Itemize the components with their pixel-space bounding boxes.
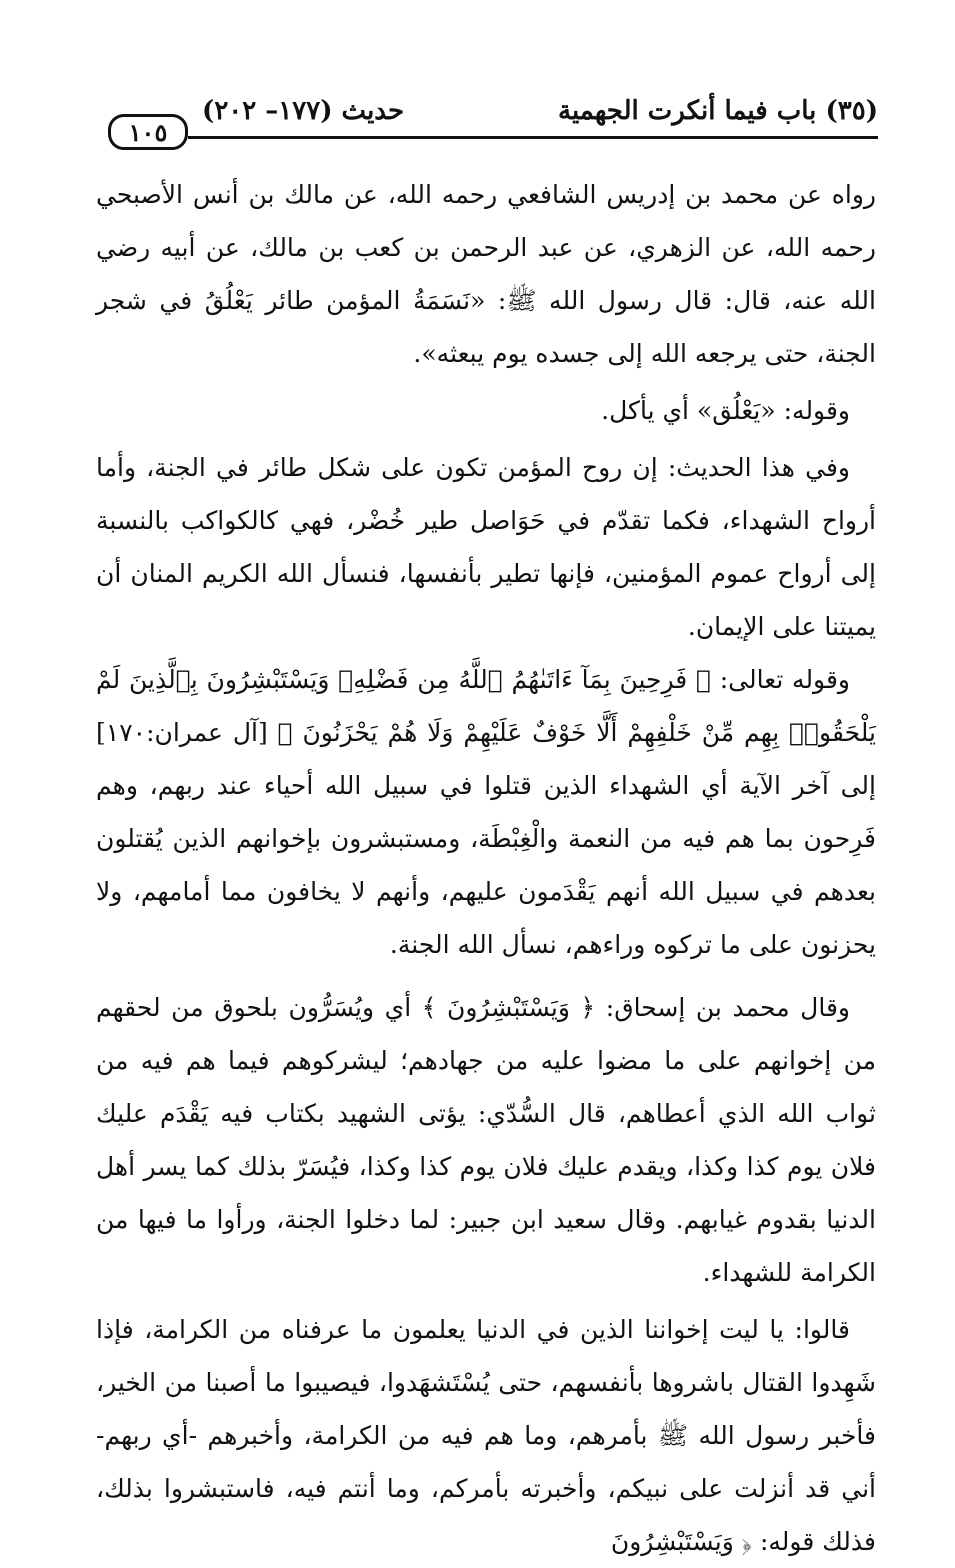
paragraph: وقال محمد بن إسحاق: ﴿ وَيَسْتَبْشِرُونَ ﴾ أي ويُسَرُّون بلحوق من لحقهم من إخوانهم على ما مضوا عليه من جهادهم؛ ليشركوهم فيما هم فيه من ثواب الله الذي أعطاهم، قال السُّدّي: يؤتى الشهيد بكتاب فيه يَقْدَم عليك فلان يوم كذا وكذا، ويقدم عليك فلان يوم كذا وكذا، فيُسَرّ بذلك كما يسر أهل الدنيا بقدوم غيابهم. وقال سعيد ابن جبير: لما دخلوا الجنة، ورأوا ما فيها من الكرامة للشهداء.	[96, 993, 876, 1287]
paragraph: وفي هذا الحديث: إن روح المؤمن تكون على شكل طائر في الجنة، وأما أرواح الشهداء، فكما تقدّم في حَوَاصل طير خُضْر، فهي كالكواكب بالنسبة إلى أرواح عموم المؤمنين، فإنها تطير بأنفسها، فنسأل الله الكريم المنان أن يميتنا على الإيمان.	[96, 453, 876, 641]
hadith-range: حديث (١٧٧– ٢٠٢)	[202, 96, 405, 126]
paragraph: وقوله تعالى: ﴿ فَرِحِينَ بِمَآ ءَاتَىٰهُمُ ٱللَّهُ مِن فَضْلِهِۦ وَيَسْتَبْشِرُونَ بِٱلَّذِينَ لَمْ يَلْحَقُوا۟ بِهِم مِّنْ خَلْفِهِمْ أَلَّا خَوْفٌ عَلَيْهِمْ وَلَا هُمْ يَحْزَنُونَ ﴾ [آل عمران:١٧٠] إلى آخر الآية أي الشهداء الذين قتلوا في سبيل الله أحياء عند ربهم، وهم فَرِحون بما هم فيه من النعمة والْغِبْطَة، ومستبشرون بإخوانهم الذين يُقتلون بعدهم في سبيل الله أنهم يَقْدَمون عليهم، وأنهم لا يخافون مما أمامهم، ولا يحزنون على ما تركوه وراءهم، نسأل الله الجنة.	[96, 665, 876, 959]
paragraph: قالوا: يا ليت إخواننا الذين في الدنيا يعلمون ما عرفناه من الكرامة، فإذا شَهِدوا القتال باشروها بأنفسهم، حتى يُسْتَشهَدوا، فيصيبوا ما أصبنا من الخير، فأخبر رسول الله ﷺ بأمرهم، وما هم فيه من الكرامة، وأخبرهم -أي ربهم- أني قد أنزلت على نبيكم، وأخبرته بأمركم، وما أنتم فيه، فاستبشروا بذلك، فذلك قوله: ﴿ وَيَسْتَبْشِرُونَ	[96, 1315, 876, 1556]
paragraph: وقوله: «يَعْلُق» أي يأكل.	[601, 396, 850, 425]
page-body	[96, 168, 876, 1568]
page-number: ١٠٥	[108, 114, 188, 150]
chapter-title: (٣٥) باب فيما أنكرت الجهمية	[558, 96, 878, 126]
header-rule	[188, 136, 878, 139]
page-header	[90, 92, 878, 152]
paragraph: رواه عن محمد بن إدريس الشافعي رحمه الله، عن مالك بن أنس الأصبحي رحمه الله، عن الزهري، عن عبد الرحمن بن كعب بن مالك، عن أبيه رضي الله عنه، قال: قال رسول الله ﷺ: «نَسَمَةُ المؤمن طائر يَعْلُقُ في شجر الجنة، حتى يرجعه الله إلى جسده يوم يبعثه».	[96, 180, 876, 368]
